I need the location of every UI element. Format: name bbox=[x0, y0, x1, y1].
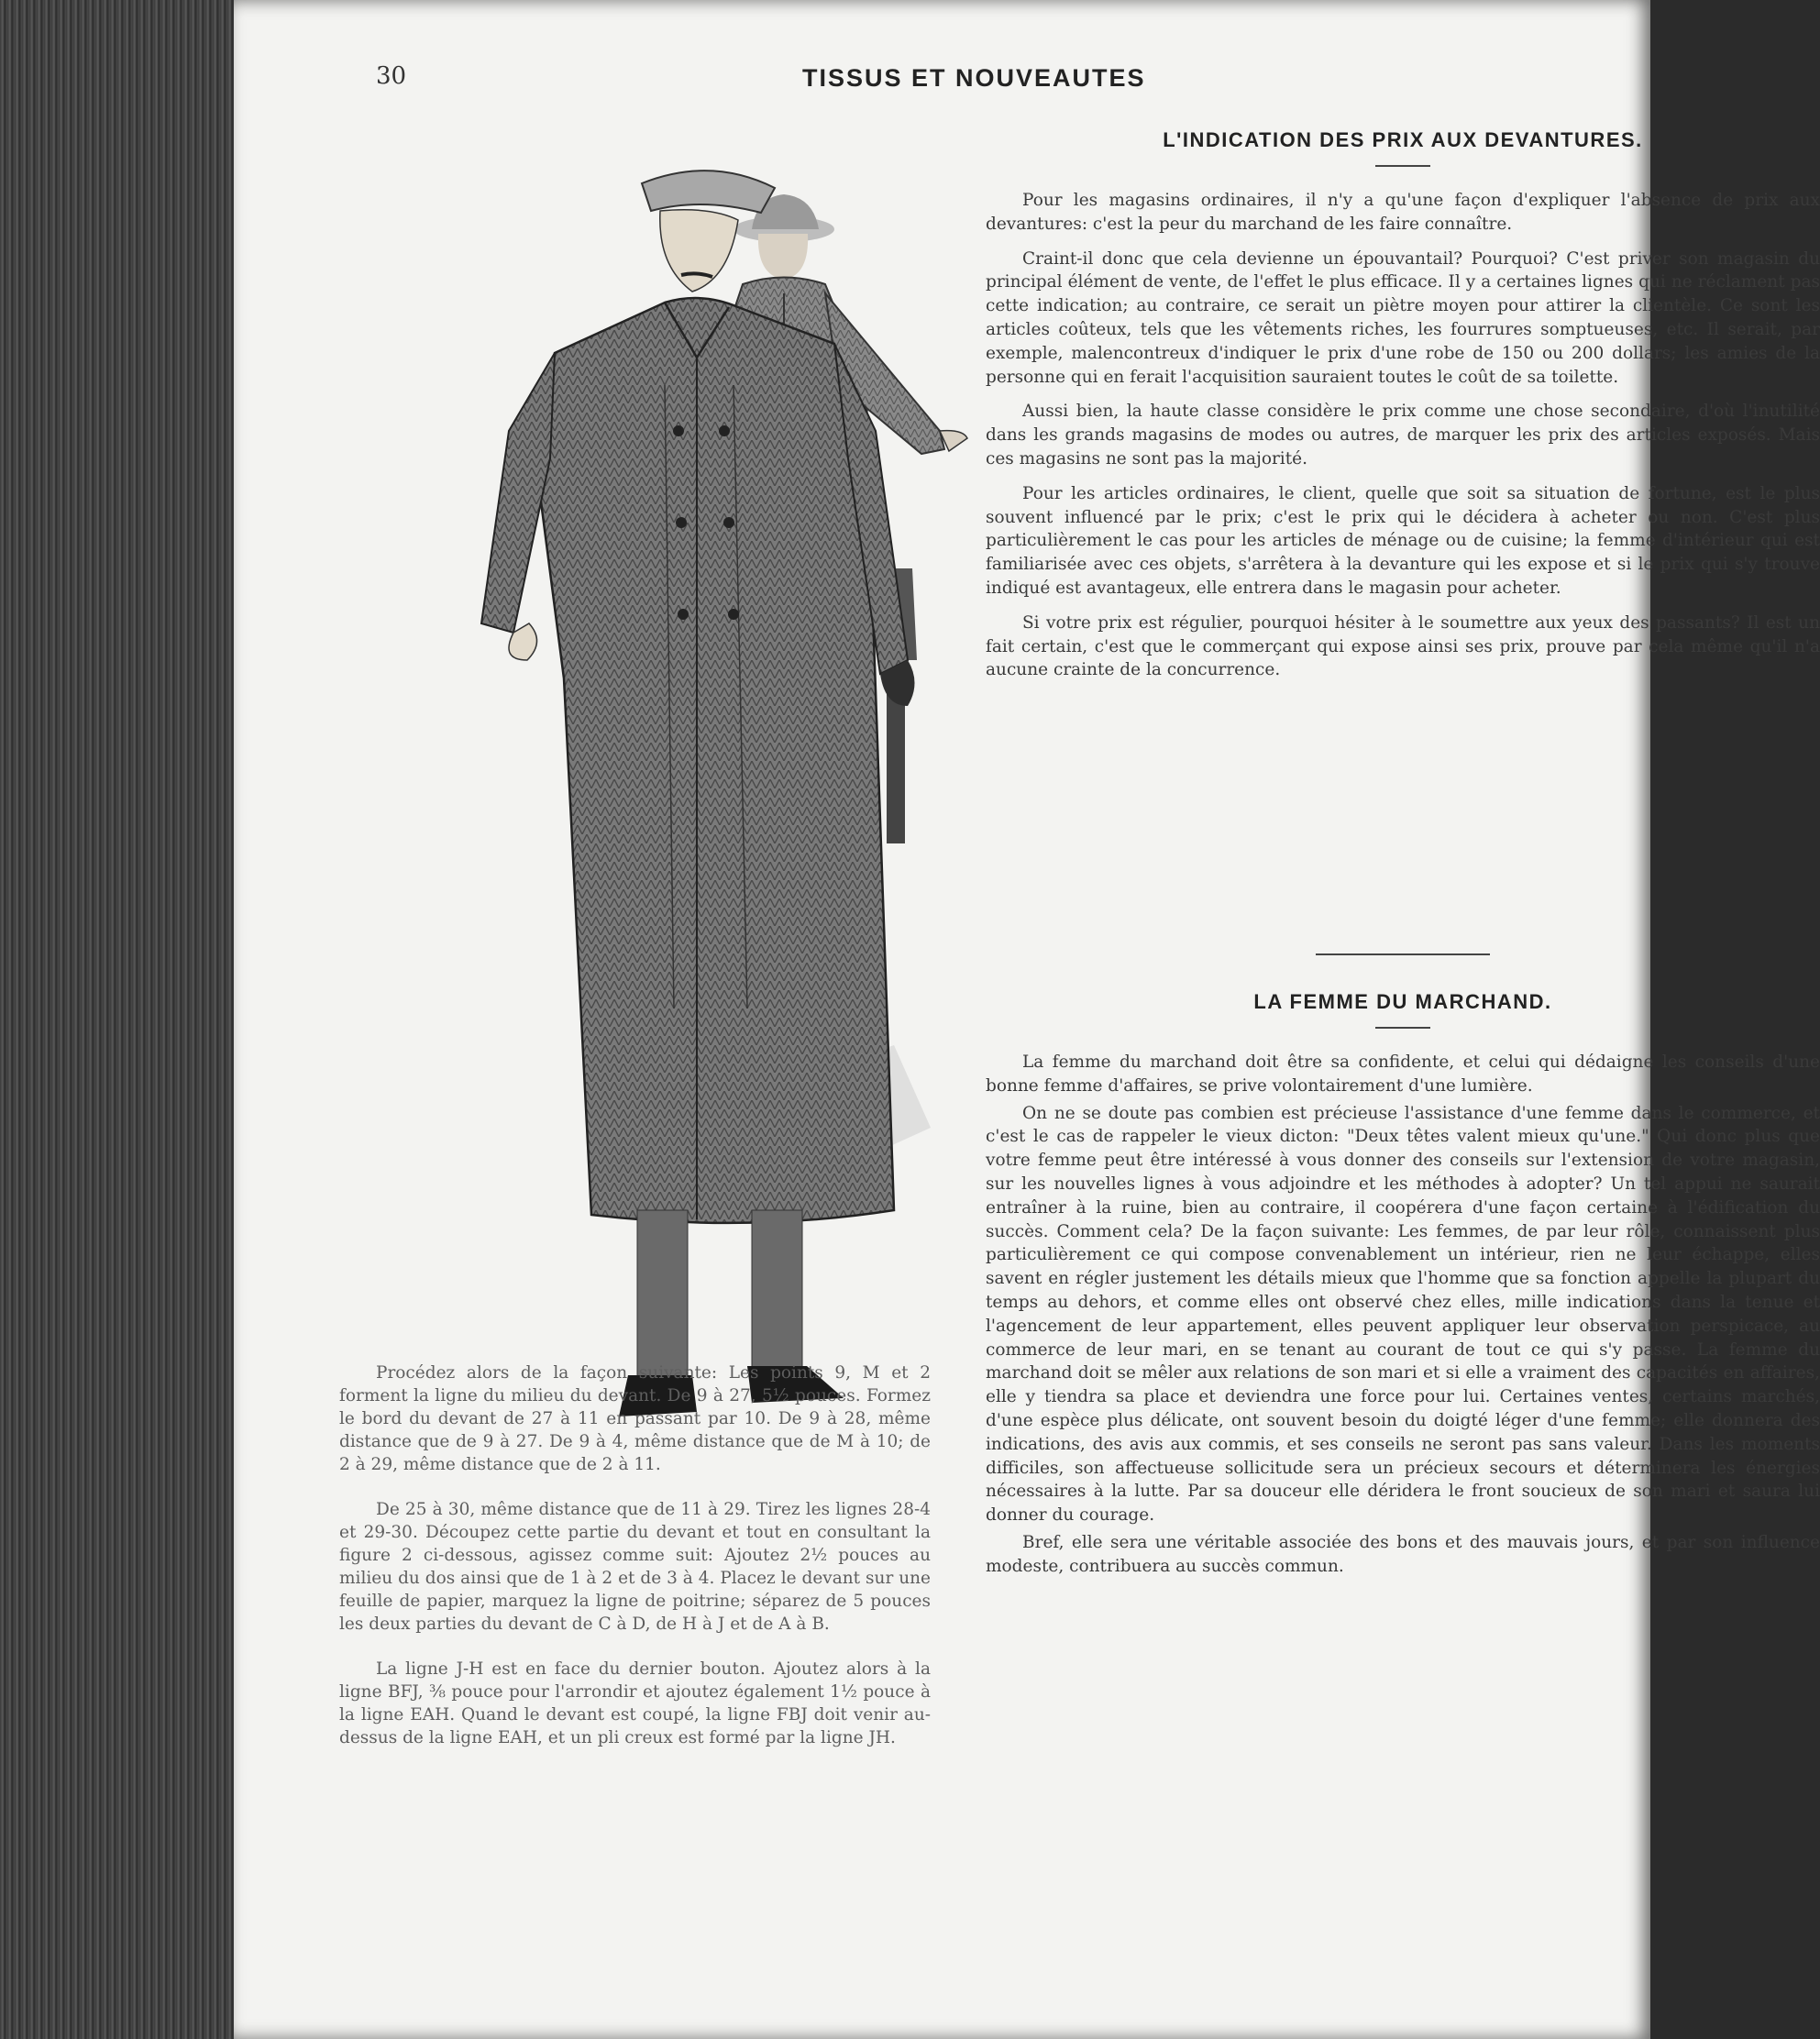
paragraph: De 25 à 30, même distance que de 11 à 29. Tirez les lignes 28-4 et 29-30. Découpez cette partie du devant et tout en consultant la figure 2 ci-dessous, agissez comme suit: Ajoutez 2½ pouces au milieu du dos ainsi que de 1 à 2 et de 3 à 4. Placez le devant sur une feuille de papier, marquez la ligne de poitrine; séparez de 5 pouces les deux parties du devant de C à D, de H à J et de A à B. bbox=[339, 1500, 931, 1634]
paragraph: La ligne J-H est en face du dernier bouton. Ajoutez alors à la ligne BFJ, ⅜ pouce pour l'arrondir et ajoutez également 1½ pouce à la ligne EAH. Quand le devant est coupé, la ligne FBJ doit venir au-dessus de la ligne EAH, et un pli creux est formé par la ligne JH. bbox=[339, 1659, 931, 1747]
title-rule bbox=[1375, 165, 1430, 167]
section-title: L'INDICATION DES PRIX AUX DEVANTURES. bbox=[1163, 128, 1643, 151]
paragraph: La femme du marchand doit être sa confidente, et celui qui dédaigne les conseils d'une bonne femme d'affaires, se prive volontairement d'une lumière. bbox=[986, 1053, 1820, 1096]
section-break bbox=[986, 953, 1820, 955]
section-femme-marchand bbox=[986, 990, 1820, 1590]
running-title: TISSUS ET NOUVEAUTES bbox=[802, 64, 1146, 92]
title-rule bbox=[1375, 1027, 1430, 1029]
paragraph: Pour les magasins ordinaires, il n'y a qu'une façon d'expliquer l'absence de prix aux devantures: c'est la peur du marchand de les faire connaître. bbox=[986, 191, 1820, 234]
paragraph: Si votre prix est régulier, pourquoi hésiter à le soumettre aux yeux des passants? Il est un fait certain, c'est que le commerçant qui expose ainsi ses prix, prouve par cela même qu'il n'a aucune crainte de la concurrence. bbox=[986, 612, 1820, 680]
pattern-instructions bbox=[339, 1361, 931, 1771]
section-divider bbox=[1316, 953, 1490, 955]
section-title: LA FEMME DU MARCHAND. bbox=[1253, 990, 1552, 1013]
paragraph: Bref, elle sera une véritable associée des bons et des mauvais jours, et par son influence modeste, contribuera au succès commun. bbox=[986, 1532, 1820, 1576]
paragraph: Procédez alors de la façon suivante: Les points 9, M et 2 forment la ligne du milieu du devant. De 9 à 27, 5½ pouces. Formez le bord du devant de 27 à 11 en passant par 10. De 9 à 28, même distance que de 9 à 27. De 9 à 4, même distance que de M à 10; de 2 à 29, même distance que de 2 à 11. bbox=[339, 1363, 931, 1474]
paragraph: On ne se doute pas combien est précieuse l'assistance d'une femme dans le commerce, et c'est le cas de rappeler le vieux dicton: "Deux têtes valent mieux qu'une." Qui donc plus que votre femme peut être intéressé à vous donner des conseils sur l'extension de votre magasin, sur les nouvelles lignes à vous adjoindre et les méthodes à adopter? Un tel appui ne saurait entraîner à la ruine, bien au contraire, il coopérera d'une façon certaine à l'édification du succès. Comment cela? De la façon suivante: Les femmes, de par leur rôle, connaissent plus particulièrement ce qui compose convenablement un intérieur, rien ne leur échappe, elles savent en régler justement les détails mieux que l'homme que sa fonction appelle la plupart du temps au dehors, et comme elles ont observé chez elles, mille indications dans la tenue et l'agencement de leur appartement, elles peuvent appliquer leur observation perspicace, au commerce de leur mari, en se tenant au courant de tout ce qui s'y passe. La femme du marchand doit se mêler aux relations de son mari et si elle a vraiment des capacités en affaires, elle y tiendra sa place et deviendra une force pour lui. Certaines ventes, certains marchés, d'une espèce plus délicate, ont souvent besoin du doigté léger d'une femme; elle donnera des indications, des avis aux commis, et ses conseils ne seront pas sans valeur. Dans les moments difficiles, son affectueuse sollicitude sera un précieux secours et déterminera les énergies nécessaires à la lutte. Par sa douceur elle déridera le front soucieux de son mari et saura lui donner du courage. bbox=[986, 1103, 1820, 1526]
page bbox=[234, 0, 1820, 2039]
book-page-edges bbox=[0, 0, 238, 2039]
section-prix-devantures bbox=[986, 128, 1820, 693]
paragraph: Craint-il donc que cela devienne un épouvantail? Pourquoi? C'est priver son magasin du principal élément de vente, de l'effet le plus efficace. Il y a certaines lignes qui ne réclament pas cette indication; au contraire, ce serait un piètre moyen pour attirer la clientèle. Ce sont les articles coûteux, tels que les vêtements riches, les fourrures somptueuses, etc. Il serait, par exemple, malencontreux d'indiquer le prix d'une robe de 150 ou 200 dollars; les amies de la personne qui en ferait l'acquisition sauraient toutes le coût de sa toilette. bbox=[986, 248, 1820, 387]
paragraph: Aussi bien, la haute classe considère le prix comme une chose secondaire, d'où l'inutilité dans les grands magasins de modes ou autres, de marquer les prix des articles exposés. Mais ces magasins ne sont pas la majorité. bbox=[986, 402, 1820, 468]
overcoat-illustration bbox=[234, 0, 995, 1329]
paragraph: Pour les articles ordinaires, le client, quelle que soit sa situation de fortune, est le plus souvent influencé par le prix; c'est le prix qui le décidera à acheter ou non. C'est plus particulièrement le cas pour les articles de ménage ou de cuisine; la femme d'intérieur qui est familiarisée avec ces objets, s'arrêtera à la devanture qui les expose et si le prix qui s'y trouve indiqué est avantageux, elle entrera dans le magasin pour acheter. bbox=[986, 483, 1820, 598]
page-number: 30 bbox=[376, 62, 407, 90]
